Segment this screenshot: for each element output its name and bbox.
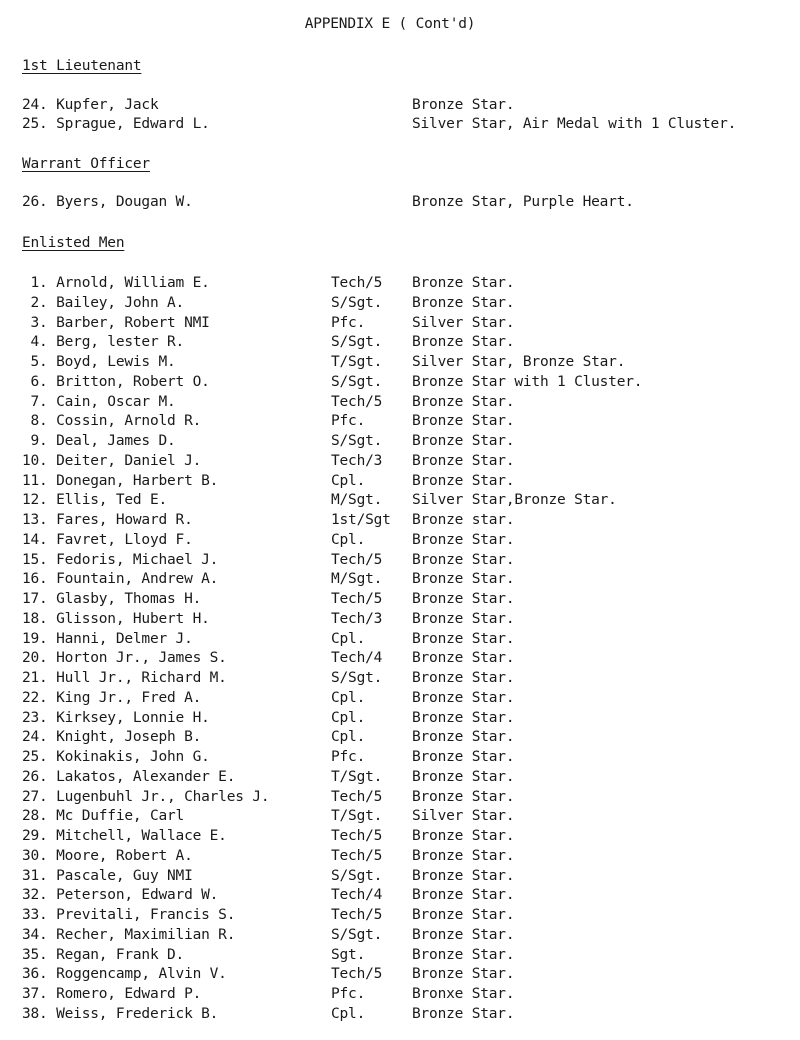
entry-number-name: 26. Byers, Dougan W. (22, 194, 193, 210)
entry-number-name: 2. Bailey, John A. (22, 294, 185, 311)
entry-number-name: 21. Hull Jr., Richard M. (22, 670, 227, 686)
entry-number-name: 5. Boyd, Lewis M. (22, 354, 176, 370)
entry-award: Bronze Star. (412, 413, 515, 430)
list-item (0, 846, 800, 866)
entry-number-name: 20. Horton Jr., James S. (22, 650, 227, 667)
entry-award: Bronze Star. (412, 788, 515, 805)
entry-award: Bronze Star. (412, 334, 515, 351)
entry-rank: Cpl. (331, 1005, 366, 1022)
entry-award: Bronze Star. (412, 610, 515, 627)
list-item (0, 273, 800, 293)
entry-rank: 1st/Sgt (331, 512, 391, 528)
entry-rank: Tech/5 (331, 591, 383, 607)
entry-award: Bronze Star. (412, 571, 515, 588)
entry-number-name: 38. Weiss, Frederick B. (22, 1005, 219, 1022)
entry-rank: Tech/3 (331, 452, 383, 469)
entry-award: Bronze star. (412, 512, 515, 528)
entry-award: Silver Star, Bronze Star. (412, 354, 626, 370)
list-item (0, 451, 800, 471)
entry-number-name: 33. Previtali, Francis S. (22, 907, 236, 923)
entry-number-name: 25. Kokinakis, John G. (22, 749, 210, 765)
list-item (0, 569, 800, 589)
entry-number-name: 12. Ellis, Ted E. (22, 492, 168, 509)
entry-award: Bronze Star with 1 Cluster. (412, 373, 643, 390)
page-title: APPENDIX E ( Cont'd) (304, 16, 476, 32)
entry-rank: Tech/5 (331, 275, 383, 291)
entry-rank: Tech/3 (331, 610, 383, 627)
entry-number-name: 4. Berg, lester R. (22, 334, 185, 351)
entry-rank: Tech/5 (331, 788, 383, 805)
list-item (0, 727, 800, 747)
entry-rank: S/Sgt. (331, 373, 383, 390)
entry-number-name: 24. Kupfer, Jack (22, 97, 159, 113)
entry-rank: Tech/5 (331, 907, 383, 923)
list-item (0, 964, 800, 984)
entry-award: Bronze Star. (412, 275, 515, 291)
list-item (0, 925, 800, 945)
entry-rank: Pfc. (331, 986, 366, 1002)
entry-rank: Cpl. (331, 709, 366, 726)
entry-number-name: 3. Barber, Robert NMI (22, 314, 210, 331)
entry-award: Bronze Star. (412, 591, 515, 607)
entry-award: Bronze Star. (412, 433, 515, 449)
entry-rank: Sgt. (331, 946, 366, 963)
entry-award: Bronze Star. (412, 551, 515, 568)
entry-number-name: 27. Lugenbuhl Jr., Charles J. (22, 788, 270, 805)
entry-number-name: 25. Sprague, Edward L. (22, 116, 210, 132)
entry-award: Bronze Star. (412, 452, 515, 469)
entry-rank: Pfc. (331, 314, 366, 331)
entry-award: Silver Star, Air Medal with 1 Cluster. (412, 116, 737, 132)
entry-award: Bronxe Star. (412, 986, 515, 1002)
entry-number-name: 32. Peterson, Edward W. (22, 887, 219, 904)
entry-award: Silver Star. (412, 808, 515, 825)
list-item (0, 550, 800, 570)
entry-rank: S/Sgt. (331, 294, 383, 311)
list-item (0, 866, 800, 886)
list-item (0, 471, 800, 491)
entry-award: Bronze Star. (412, 709, 515, 726)
list-item (0, 885, 800, 905)
entry-number-name: 30. Moore, Robert A. (22, 847, 193, 864)
section-heading-lieutenant: 1st Lieutenant (22, 58, 142, 74)
entry-rank: S/Sgt. (331, 670, 383, 686)
entry-rank: S/Sgt. (331, 433, 383, 449)
entry-award: Bronze Star. (412, 887, 515, 904)
list-item (0, 629, 800, 649)
entry-rank: Tech/5 (331, 847, 383, 864)
list-item (0, 431, 800, 451)
entry-rank: Cpl. (331, 689, 366, 706)
entry-rank: S/Sgt. (331, 334, 383, 351)
entry-rank: Tech/5 (331, 828, 383, 844)
list-item (0, 787, 800, 807)
entry-rank: Cpl. (331, 630, 366, 647)
entry-rank: T/Sgt. (331, 768, 383, 785)
entry-number-name: 22. King Jr., Fred A. (22, 689, 202, 706)
entry-number-name: 26. Lakatos, Alexander E. (22, 768, 236, 785)
list-item (0, 767, 800, 787)
entry-award: Bronze Star. (412, 393, 515, 410)
entry-number-name: 8. Cossin, Arnold R. (22, 413, 202, 430)
list-item (0, 114, 800, 134)
entry-number-name: 23. Kirksey, Lonnie H. (22, 709, 210, 726)
entry-number-name: 15. Fedoris, Michael J. (22, 551, 219, 568)
list-item (0, 352, 800, 372)
entry-award: Bronze Star. (412, 531, 515, 548)
entry-number-name: 14. Favret, Lloyd F. (22, 531, 193, 548)
list-item (0, 945, 800, 965)
list-item (0, 313, 800, 333)
list-item (0, 530, 800, 550)
list-item (0, 95, 800, 115)
entry-number-name: 31. Pascale, Guy NMI (22, 867, 193, 884)
entry-rank: T/Sgt. (331, 354, 383, 370)
entry-rank: Pfc. (331, 749, 366, 765)
entry-number-name: 28. Mc Duffie, Carl (22, 808, 185, 825)
list-item (0, 392, 800, 412)
entry-rank: Tech/4 (331, 650, 383, 667)
entry-award: Bronze Star. (412, 97, 515, 113)
list-item (0, 510, 800, 530)
entry-number-name: 1. Arnold, William E. (22, 275, 210, 291)
entry-award: Bronze Star. (412, 689, 515, 706)
entry-number-name: 16. Fountain, Andrew A. (22, 571, 219, 588)
entry-number-name: 13. Fares, Howard R. (22, 512, 193, 528)
list-item (0, 708, 800, 728)
entry-award: Bronze Star. (412, 926, 515, 943)
list-item (0, 984, 800, 1004)
section-heading-enlisted-men: Enlisted Men (22, 235, 125, 251)
entry-rank: Cpl. (331, 472, 366, 489)
entry-number-name: 6. Britton, Robert O. (22, 373, 210, 390)
entry-rank: S/Sgt. (331, 926, 383, 943)
list-item (0, 648, 800, 668)
entry-award: Bronze Star. (412, 294, 515, 311)
list-item (0, 192, 800, 212)
entry-rank: Cpl. (331, 531, 366, 548)
entry-award: Bronze Star. (412, 472, 515, 489)
entry-award: Bronze Star. (412, 650, 515, 667)
entry-award: Bronze Star. (412, 828, 515, 844)
entry-number-name: 17. Glasby, Thomas H. (22, 591, 202, 607)
entry-rank: Tech/5 (331, 551, 383, 568)
entry-rank: Pfc. (331, 413, 366, 430)
list-item (0, 688, 800, 708)
entry-award: Bronze Star. (412, 847, 515, 864)
entry-number-name: 19. Hanni, Delmer J. (22, 630, 193, 647)
entry-number-name: 9. Deal, James D. (22, 433, 176, 449)
entry-number-name: 10. Deiter, Daniel J. (22, 452, 202, 469)
list-item (0, 609, 800, 629)
list-item (0, 411, 800, 431)
entry-rank: M/Sgt. (331, 571, 383, 588)
entry-number-name: 24. Knight, Joseph B. (22, 729, 202, 746)
entry-number-name: 36. Roggencamp, Alvin V. (22, 966, 227, 983)
entry-rank: Tech/5 (331, 966, 383, 983)
entry-number-name: 37. Romero, Edward P. (22, 986, 202, 1002)
entry-number-name: 34. Recher, Maximilian R. (22, 926, 236, 943)
section-heading-warrant-officer: Warrant Officer (22, 156, 150, 172)
list-item (0, 490, 800, 510)
entry-award: Silver Star. (412, 314, 515, 331)
entry-award: Bronze Star. (412, 768, 515, 785)
entry-number-name: 35. Regan, Frank D. (22, 946, 185, 963)
entry-award: Bronze Star. (412, 630, 515, 647)
entry-award: Bronze Star. (412, 670, 515, 686)
list-item (0, 905, 800, 925)
entry-rank: Cpl. (331, 729, 366, 746)
entry-number-name: 11. Donegan, Harbert B. (22, 472, 219, 489)
list-item (0, 668, 800, 688)
entry-award: Bronze Star. (412, 867, 515, 884)
entry-award: Bronze Star, Purple Heart. (412, 194, 634, 210)
entry-number-name: 7. Cain, Oscar M. (22, 393, 176, 410)
entry-rank: M/Sgt. (331, 492, 383, 509)
entry-award: Bronze Star. (412, 907, 515, 923)
entry-award: Bronze Star. (412, 1005, 515, 1022)
list-item (0, 372, 800, 392)
entry-number-name: 29. Mitchell, Wallace E. (22, 828, 227, 844)
entry-rank: Tech/5 (331, 393, 383, 410)
entry-award: Silver Star,Bronze Star. (412, 492, 617, 509)
entry-number-name: 18. Glisson, Hubert H. (22, 610, 210, 627)
entry-rank: T/Sgt. (331, 808, 383, 825)
entry-award: Bronze Star. (412, 729, 515, 746)
entry-award: Bronze Star. (412, 946, 515, 963)
list-item (0, 747, 800, 767)
list-item (0, 826, 800, 846)
list-item (0, 1004, 800, 1024)
list-item (0, 332, 800, 352)
entry-rank: Tech/4 (331, 887, 383, 904)
list-item (0, 293, 800, 313)
list-item (0, 589, 800, 609)
list-item (0, 806, 800, 826)
entry-award: Bronze Star. (412, 749, 515, 765)
entry-award: Bronze Star. (412, 966, 515, 983)
entry-rank: S/Sgt. (331, 867, 383, 884)
